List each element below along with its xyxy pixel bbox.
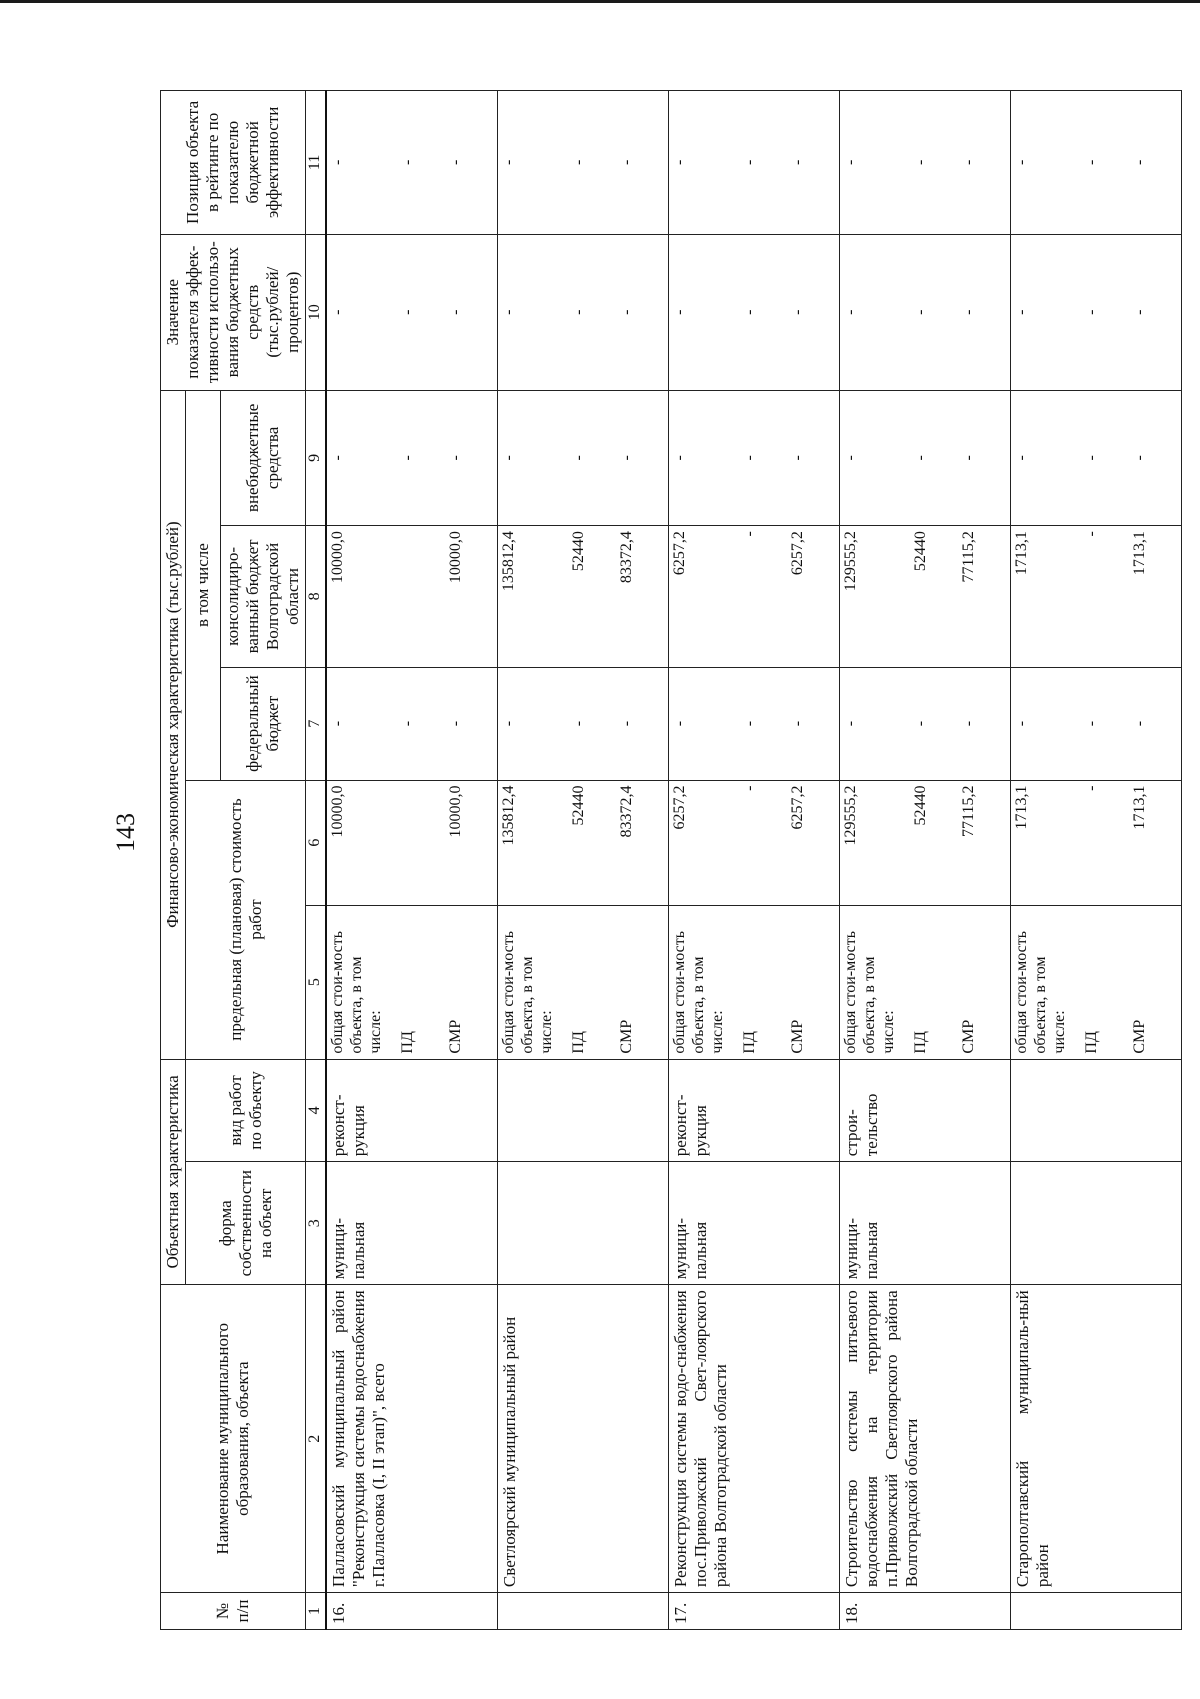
table-row bbox=[498, 91, 669, 1630]
row-work-type bbox=[498, 1059, 669, 1162]
row-name: Старополтавский муниципаль-ный район bbox=[1011, 1285, 1182, 1593]
row-name: Строительство системы питьевого водоснабжения на территории п.Приволжский Светлоярского района Волгоградской области bbox=[840, 1285, 1011, 1593]
row-efficiency-value-cell bbox=[498, 234, 669, 390]
row-rating-value-cell bbox=[669, 91, 840, 235]
row-work-type bbox=[1011, 1059, 1182, 1162]
col-num-8: 8 bbox=[306, 526, 326, 668]
header-name: Наименование муниципального образования, объекта bbox=[161, 1285, 306, 1593]
efficiency-value: - bbox=[500, 309, 518, 315]
row-name: Палласовский муниципальный район "Реконструкция системы водоснабжения г.Палласовка (I, II этап)", всего bbox=[326, 1285, 498, 1593]
efficiency-value: - bbox=[329, 309, 347, 315]
total-value: 1713,1 bbox=[1131, 785, 1149, 830]
efficiency-value: - bbox=[741, 309, 759, 315]
row-regional-value-cell bbox=[326, 526, 498, 668]
row-regional-value-cell bbox=[840, 526, 1011, 668]
row-ownership bbox=[1011, 1162, 1182, 1285]
federal-value: - bbox=[741, 720, 759, 727]
cost-line-label: общая стои-мость объекта, в том числе: bbox=[1013, 930, 1068, 1054]
regional-value: 1713,1 bbox=[1131, 531, 1149, 576]
efficiency-value: - bbox=[842, 309, 860, 315]
row-rating-value-cell bbox=[498, 91, 669, 235]
total-value: 52440 bbox=[912, 785, 930, 826]
regional-value: 10000,0 bbox=[329, 531, 347, 584]
row-federal-value-cell bbox=[326, 667, 498, 780]
row-ownership: муници-пальная bbox=[840, 1162, 1011, 1285]
extrabudget-value: - bbox=[1083, 455, 1101, 461]
cost-line-label: общая стои-мость объекта, в том числе: bbox=[842, 930, 897, 1054]
row-federal-value-cell bbox=[669, 667, 840, 780]
federal-value: - bbox=[1083, 720, 1101, 727]
cost-line-label: ПД bbox=[741, 1031, 759, 1054]
cost-line-label: ПД bbox=[570, 1031, 588, 1054]
rating-value: - bbox=[671, 159, 689, 166]
header-cost: предельная (плановая) стоимость работ bbox=[186, 780, 306, 1059]
regional-value: 135812,4 bbox=[500, 531, 518, 592]
header-including: в том числе bbox=[186, 390, 221, 780]
efficiency-value: - bbox=[1131, 309, 1149, 315]
header-extrabudget: внебюджетные средства bbox=[221, 390, 306, 525]
total-value: 6257,2 bbox=[789, 785, 807, 830]
row-cost-line-label-cell bbox=[1011, 905, 1182, 1059]
regional-value: 1713,1 bbox=[1013, 531, 1031, 576]
rating-value: - bbox=[570, 159, 588, 166]
efficiency-value: - bbox=[447, 309, 465, 315]
cost-line-label: ПД bbox=[912, 1031, 930, 1054]
federal-value: - bbox=[329, 720, 347, 727]
row-ownership: муници-пальная bbox=[326, 1162, 498, 1285]
row-name: Реконструкция системы водо-снабжения пос.Приволжский Свет-лоярского района Волгоградской области bbox=[669, 1285, 840, 1593]
efficiency-value: - bbox=[399, 309, 417, 315]
regional-value bbox=[399, 531, 447, 662]
rating-value: - bbox=[789, 159, 807, 166]
row-ownership bbox=[498, 1162, 669, 1285]
col-num-1: 1 bbox=[306, 1593, 326, 1630]
row-number bbox=[1011, 1593, 1182, 1630]
header-federal: федеральный бюджет bbox=[221, 667, 306, 780]
efficiency-value: - bbox=[671, 309, 689, 315]
row-number: 17. bbox=[669, 1593, 840, 1630]
row-regional-value-cell bbox=[498, 526, 669, 668]
page-number: 143 bbox=[111, 813, 140, 852]
finance-table bbox=[160, 90, 1182, 1630]
extrabudget-value: - bbox=[741, 455, 759, 461]
col-num-2: 2 bbox=[306, 1285, 326, 1593]
extrabudget-value: - bbox=[842, 455, 860, 461]
extrabudget-value: - bbox=[1013, 455, 1031, 461]
extrabudget-value: - bbox=[1131, 455, 1149, 461]
efficiency-value: - bbox=[570, 309, 588, 315]
col-num-9: 9 bbox=[306, 390, 326, 525]
cost-line-label: общая стои-мость объекта, в том числе: bbox=[500, 930, 555, 1054]
row-regional-value-cell bbox=[669, 526, 840, 668]
header-object-group: Объектная характеристика bbox=[161, 1059, 186, 1285]
rating-value: - bbox=[1083, 159, 1101, 166]
rating-value: - bbox=[329, 159, 347, 166]
federal-value: - bbox=[960, 720, 978, 727]
total-value: 52440 bbox=[570, 785, 588, 826]
header-rating: Позиция объекта в рейтинге по показателю бюджетной эффективности bbox=[161, 91, 306, 235]
row-cost-line-label-cell bbox=[669, 905, 840, 1059]
extrabudget-value: - bbox=[789, 455, 807, 461]
header-work-type: вид работ по объекту bbox=[186, 1059, 306, 1162]
row-extrabudget-value-cell bbox=[326, 390, 498, 525]
extrabudget-value: - bbox=[960, 455, 978, 461]
row-work-type: реконст-рукция bbox=[326, 1059, 498, 1162]
cost-line-label: ПД bbox=[1083, 1031, 1101, 1054]
rating-value: - bbox=[960, 159, 978, 166]
total-value: 129555,2 bbox=[842, 785, 860, 846]
cost-line-label: СМР bbox=[618, 1019, 636, 1054]
extrabudget-value: - bbox=[500, 455, 518, 461]
col-num-4: 4 bbox=[306, 1059, 326, 1162]
header-ownership: форма собственности на объект bbox=[186, 1162, 306, 1285]
federal-value: - bbox=[671, 720, 689, 727]
col-num-3: 3 bbox=[306, 1162, 326, 1285]
col-num-7: 7 bbox=[306, 667, 326, 780]
cost-line-label: общая стои-мость объекта, в том числе: bbox=[671, 930, 726, 1054]
federal-value: - bbox=[447, 720, 465, 727]
row-cost-line-label-cell bbox=[498, 905, 669, 1059]
federal-value: - bbox=[618, 720, 636, 727]
col-num-10: 10 bbox=[306, 234, 326, 390]
row-total-value-cell bbox=[498, 780, 669, 905]
extrabudget-value: - bbox=[399, 455, 417, 461]
extrabudget-value: - bbox=[329, 455, 347, 461]
table-row bbox=[326, 91, 498, 1630]
row-regional-value-cell bbox=[1011, 526, 1182, 668]
row-rating-value-cell bbox=[326, 91, 498, 235]
federal-value: - bbox=[1013, 720, 1031, 727]
rating-value: - bbox=[399, 159, 417, 166]
efficiency-value: - bbox=[1083, 309, 1101, 315]
total-value: 10000,0 bbox=[447, 785, 465, 838]
federal-value: - bbox=[500, 720, 518, 727]
regional-value: - bbox=[741, 531, 759, 537]
regional-value: 52440 bbox=[912, 531, 930, 572]
rating-value: - bbox=[912, 159, 930, 166]
total-value: 135812,4 bbox=[500, 785, 518, 846]
cost-line-label: СМР bbox=[1131, 1019, 1149, 1054]
extrabudget-value: - bbox=[671, 455, 689, 461]
total-value: 10000,0 bbox=[329, 785, 347, 838]
row-rating-value-cell bbox=[1011, 91, 1182, 235]
row-work-type: реконст-рукция bbox=[669, 1059, 840, 1162]
regional-value: 6257,2 bbox=[789, 531, 807, 576]
total-value: 1713,1 bbox=[1013, 785, 1031, 830]
row-ownership: муници-пальная bbox=[669, 1162, 840, 1285]
total-value: 83372,4 bbox=[618, 785, 636, 838]
total-value: - bbox=[1083, 785, 1101, 791]
regional-value: 52440 bbox=[570, 531, 588, 572]
extrabudget-value: - bbox=[570, 455, 588, 461]
col-num-5: 5 bbox=[306, 905, 326, 1059]
table-row bbox=[669, 91, 840, 1630]
regional-value: 129555,2 bbox=[842, 531, 860, 592]
regional-value: - bbox=[1083, 531, 1101, 537]
header-finance-group: Финансово-экономическая характеристика (тыс.рублей) bbox=[161, 390, 186, 1059]
col-num-6: 6 bbox=[306, 780, 326, 905]
row-efficiency-value-cell bbox=[840, 234, 1011, 390]
federal-value: - bbox=[570, 720, 588, 727]
rating-value: - bbox=[741, 159, 759, 166]
cost-line-label: СМР bbox=[960, 1019, 978, 1054]
rating-value: - bbox=[842, 159, 860, 166]
cost-line-label: СМР bbox=[789, 1019, 807, 1054]
row-extrabudget-value-cell bbox=[669, 390, 840, 525]
rating-value: - bbox=[447, 159, 465, 166]
cost-line-label: СМР bbox=[447, 1019, 465, 1054]
extrabudget-value: - bbox=[618, 455, 636, 461]
col-num-11: 11 bbox=[306, 91, 326, 235]
row-work-type: строи-тельство bbox=[840, 1059, 1011, 1162]
rating-value: - bbox=[1131, 159, 1149, 166]
header-efficiency: Значение показателя эффек-тивности использо-вания бюджетных средств (тыс.рублей/ процентов) bbox=[161, 234, 306, 390]
cost-line-label: ПД bbox=[399, 1031, 417, 1054]
row-number: 16. bbox=[326, 1593, 498, 1630]
rating-value: - bbox=[618, 159, 636, 166]
regional-value: 10000,0 bbox=[447, 531, 465, 584]
row-total-value-cell bbox=[840, 780, 1011, 905]
row-number: 18. bbox=[840, 1593, 1011, 1630]
cost-line-label: общая стои-мость объекта, в том числе: bbox=[329, 930, 384, 1054]
total-value: 6257,2 bbox=[671, 785, 689, 830]
row-extrabudget-value-cell bbox=[498, 390, 669, 525]
row-number bbox=[498, 1593, 669, 1630]
header-num: № п/п bbox=[161, 1593, 306, 1630]
row-federal-value-cell bbox=[840, 667, 1011, 780]
row-efficiency-value-cell bbox=[669, 234, 840, 390]
row-total-value-cell bbox=[669, 780, 840, 905]
table-row bbox=[840, 91, 1011, 1630]
table-row bbox=[1011, 91, 1182, 1630]
rotated-table-container bbox=[160, 90, 1149, 1630]
row-extrabudget-value-cell bbox=[1011, 390, 1182, 525]
rating-value: - bbox=[1013, 159, 1031, 166]
column-number-row bbox=[306, 91, 326, 1630]
row-total-value-cell bbox=[1011, 780, 1182, 905]
row-cost-line-label-cell bbox=[840, 905, 1011, 1059]
total-value: 77115,2 bbox=[960, 785, 978, 837]
row-name: Светлоярский муниципальный район bbox=[498, 1285, 669, 1593]
row-extrabudget-value-cell bbox=[840, 390, 1011, 525]
header-row-1 bbox=[161, 91, 186, 1630]
header-regional: консолидиро-ванный бюджет Волгоградской области bbox=[221, 526, 306, 668]
efficiency-value: - bbox=[618, 309, 636, 315]
efficiency-value: - bbox=[1013, 309, 1031, 315]
federal-value: - bbox=[1131, 720, 1149, 727]
efficiency-value: - bbox=[960, 309, 978, 315]
federal-value: - bbox=[789, 720, 807, 727]
row-federal-value-cell bbox=[498, 667, 669, 780]
row-total-value-cell bbox=[326, 780, 498, 905]
total-value bbox=[399, 786, 447, 900]
extrabudget-value: - bbox=[447, 455, 465, 461]
federal-value: - bbox=[842, 720, 860, 727]
rating-value: - bbox=[500, 159, 518, 166]
table-body bbox=[326, 91, 1182, 1630]
row-cost-line-label-cell bbox=[326, 905, 498, 1059]
federal-value: - bbox=[912, 720, 930, 727]
regional-value: 83372,4 bbox=[618, 531, 636, 584]
efficiency-value: - bbox=[912, 309, 930, 315]
row-efficiency-value-cell bbox=[1011, 234, 1182, 390]
federal-value: - bbox=[399, 720, 417, 727]
extrabudget-value: - bbox=[912, 455, 930, 461]
efficiency-value: - bbox=[789, 309, 807, 315]
row-federal-value-cell bbox=[1011, 667, 1182, 780]
regional-value: 6257,2 bbox=[671, 531, 689, 576]
total-value: - bbox=[741, 785, 759, 791]
regional-value: 77115,2 bbox=[960, 531, 978, 583]
row-efficiency-value-cell bbox=[326, 234, 498, 390]
page-top-rule bbox=[0, 0, 1200, 3]
row-rating-value-cell bbox=[840, 91, 1011, 235]
